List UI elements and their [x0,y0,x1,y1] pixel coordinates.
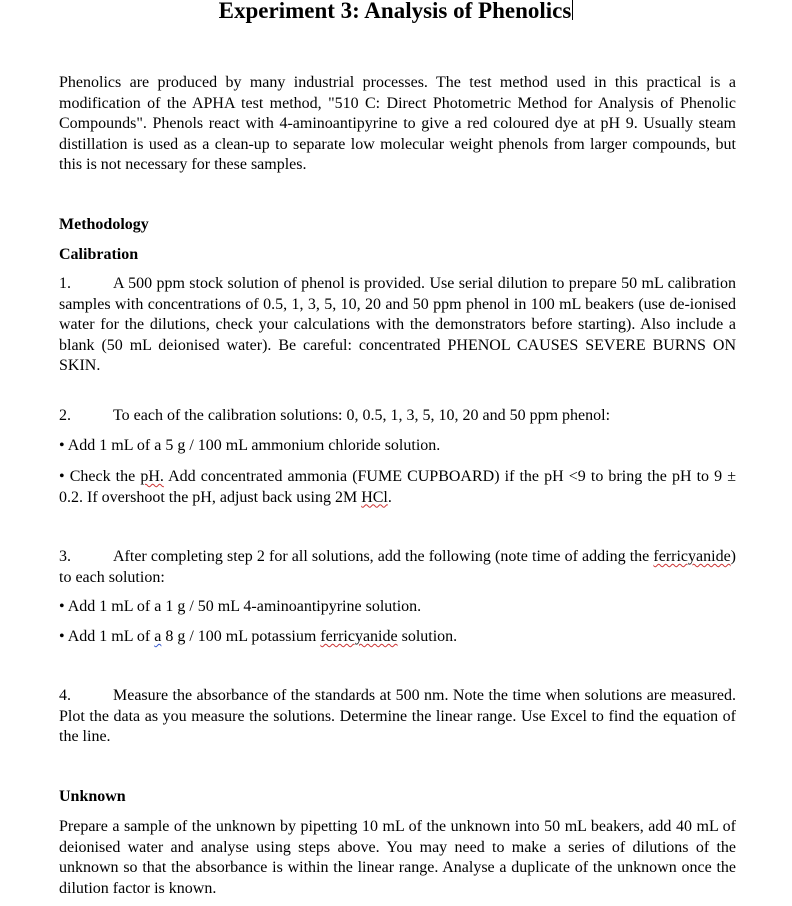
step-3-bullet-1: • Add 1 mL of a 1 g / 50 mL 4-aminoantipyrine solution. [59,598,422,615]
methodology-heading: Methodology [59,216,149,233]
step-1-number: 1. [59,275,71,292]
spelling-flag-ferricyanide-2[interactable]: ferricyanide [320,628,398,645]
step-2-number: 2. [59,407,71,424]
step-2-bullet-2: • Check the pH. Add concentrated ammonia (FUME CUPBOARD) if the pH <9 to bring the pH to 9 ± 0.2. If overshoot the pH, adjust back using 2M HCl. [59,468,736,506]
unknown-heading: Unknown [59,788,126,805]
text-cursor [572,0,573,20]
step-2-text: To each of the calibration solutions: 0, 0.5, 1, 3, 5, 10, 20 and 50 ppm phenol: [113,407,611,424]
spelling-flag-ferricyanide[interactable]: ferricyanide [653,548,731,565]
spelling-flag-hcl[interactable]: HCl [361,488,388,506]
spelling-flag-ph[interactable]: pH. [140,468,164,485]
step-3-number: 3. [59,548,71,565]
calibration-heading: Calibration [59,246,139,263]
grammar-flag-a[interactable]: a [154,628,162,645]
step-4-number: 4. [59,687,71,704]
step-4-text: Measure the absorbance of the standards at 500 nm. Note the time when solutions are measured. Plot the data as you measure the solutions. Determine the linear range. Use Excel to find the equation of the line. [59,687,736,746]
step-4-paragraph [59,686,736,748]
step-2-bullet-1: • Add 1 mL of a 5 g / 100 mL ammonium chloride solution. [59,437,441,454]
step-1-paragraph [59,274,736,377]
step-3-bullet-2: • Add 1 mL of a 8 g / 100 mL potassium ferricyanide solution. [59,628,458,645]
page-title: Experiment 3: Analysis of Phenolics [218,0,572,23]
unknown-paragraph: Prepare a sample of the unknown by pipetting 10 mL of the unknown into 50 mL beakers, add 40 mL of deionised water and analyse using steps above. You may need to make a series of dilutions of the unknown so that the absorbance is within the linear range. Analyse a duplicate of the unknown once the dilution factor is known. [59,818,736,897]
step-1-text: A 500 ppm stock solution of phenol is provided. Use serial dilution to prepare 50 mL calibration samples with concentrations of 0.5, 1, 3, 5, 10, 20 and 50 ppm phenol in 100 mL beakers (use de-ionised water for the dilutions, check your calculations with the demonstrators before starting). Also include a blank (50 mL deionised water). Be careful: concentrated PHENOL CAUSES SEVERE BURNS ON SKIN. [59,275,736,375]
intro-paragraph: Phenolics are produced by many industrial processes. The test method used in this practical is a modification of the APHA test method, "510 C: Direct Photometric Method for Analysis of Phenolic Compounds". Phenols react with 4-aminoantipyrine to give a red coloured dye at pH 9. Usually steam distillation is used as a clean-up to separate low molecular weight phenols from larger compounds, but this is not necessary for these samples. [59,74,736,174]
step-3-paragraph: 3. After completing step 2 for all solutions, add the following (note time of adding the ferricyanide) to each solution: [59,548,736,586]
step-2-paragraph [59,406,736,427]
